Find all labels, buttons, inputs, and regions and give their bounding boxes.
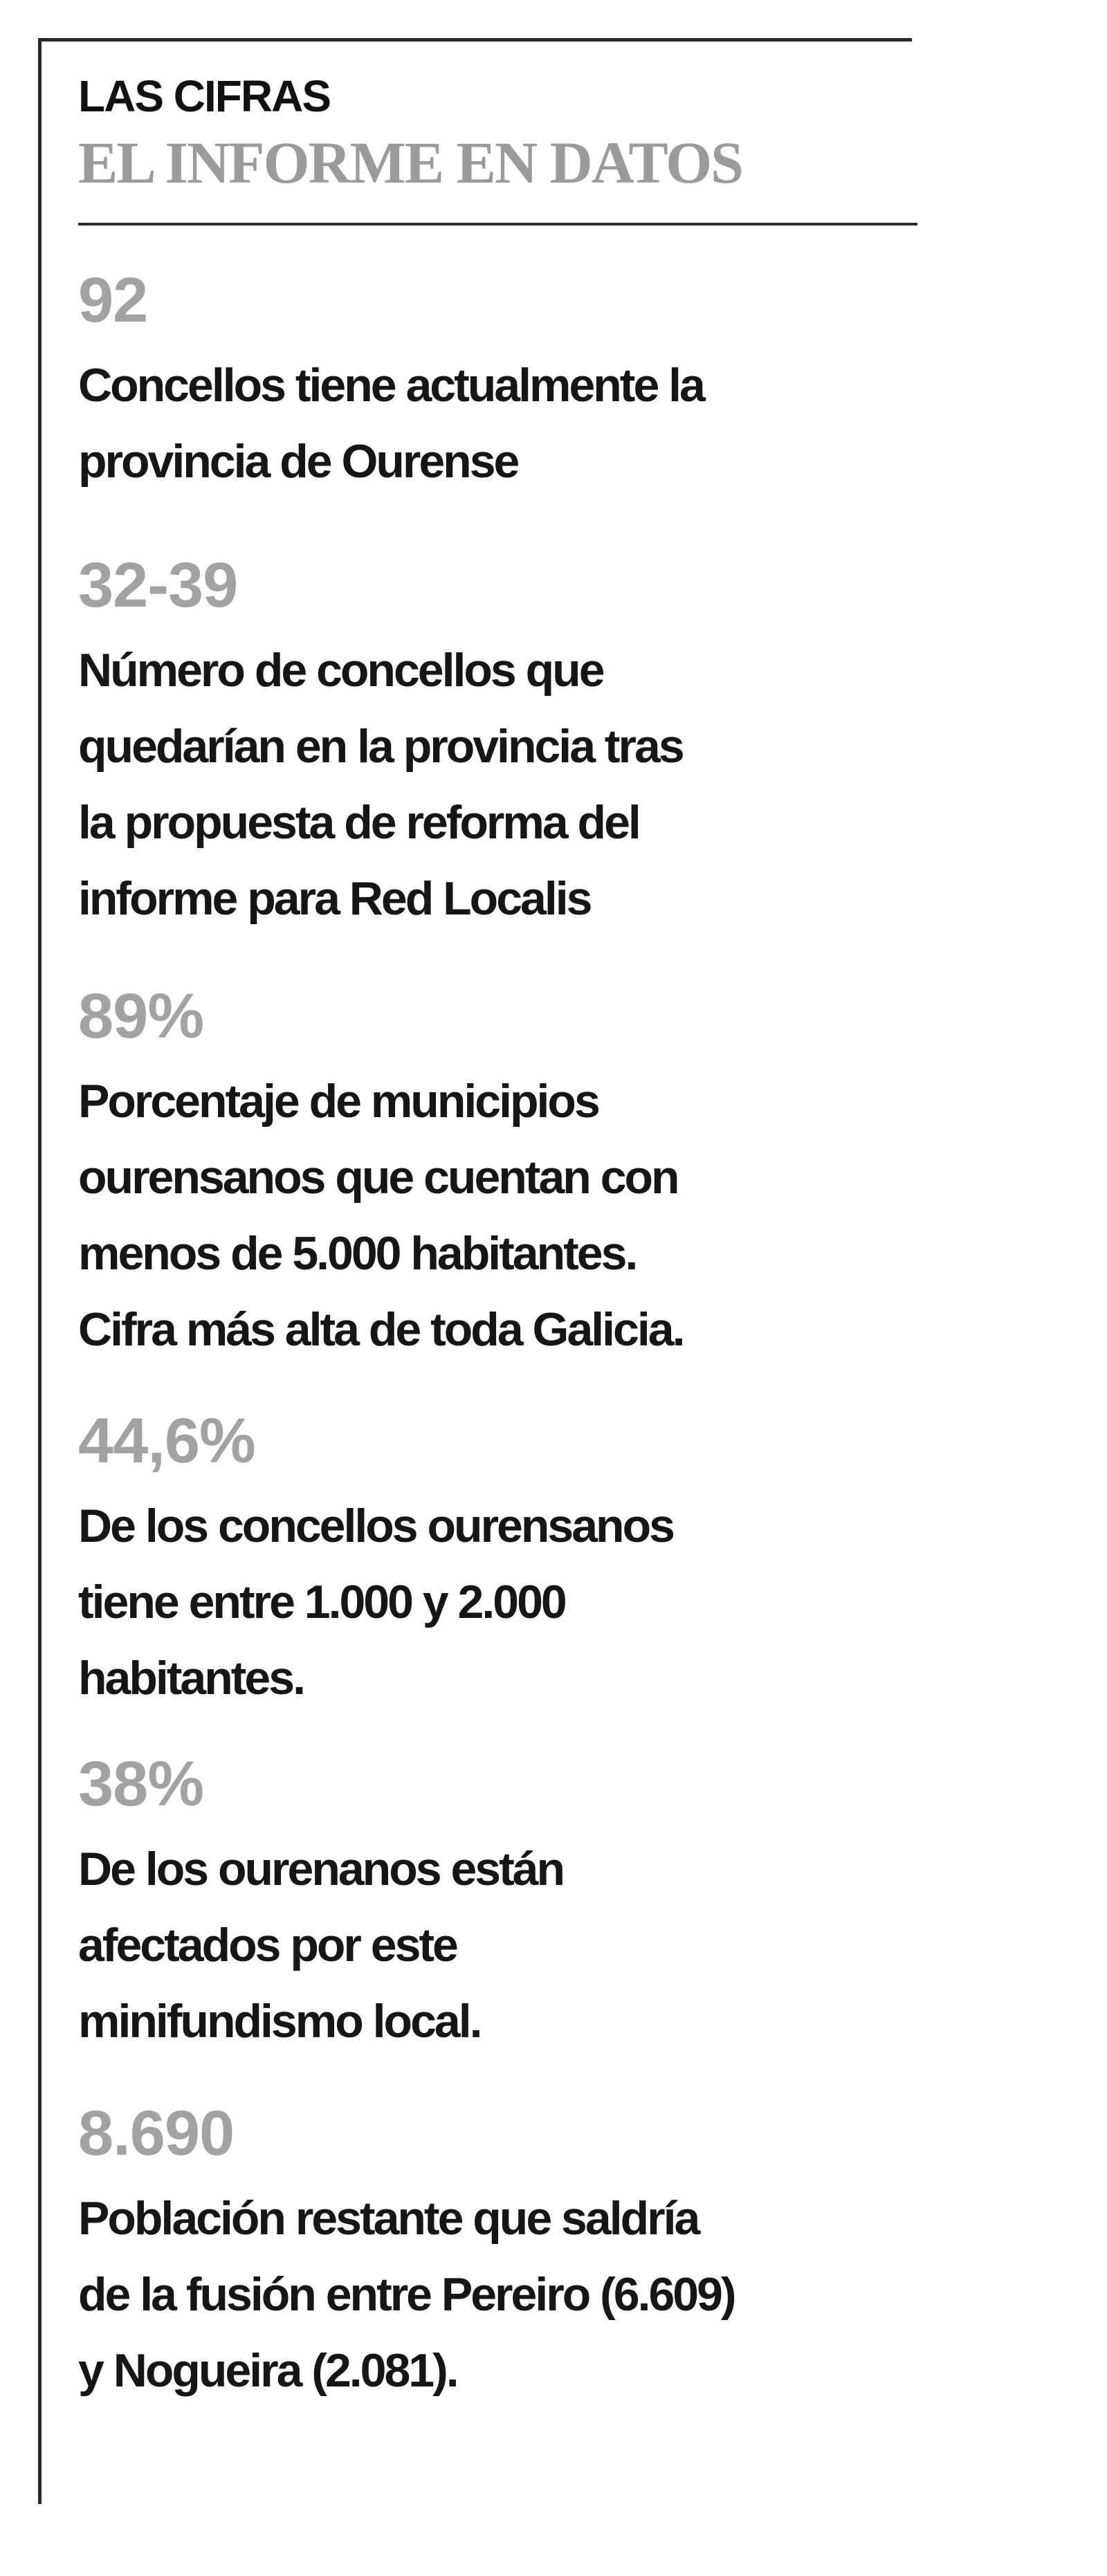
- stat-description-line: minifundismo local.: [78, 1995, 481, 2048]
- stat-item-population-range: [78, 1406, 926, 1716]
- stat-description-line: la propuesta de reforma del: [78, 796, 639, 849]
- stat-description-line: informe para Red Localis: [78, 872, 591, 925]
- stat-description-line: Porcentaje de municipios: [78, 1075, 598, 1128]
- stat-description-line: afectados por este: [78, 1919, 457, 1971]
- stat-description-line: Número de concellos que: [78, 644, 603, 697]
- stat-description-line: menos de 5.000 habitantes.: [78, 1227, 637, 1280]
- stat-value: 44,6%: [78, 1406, 255, 1476]
- stat-value: 38%: [78, 1749, 204, 1819]
- stat-value: 32-39: [78, 550, 238, 620]
- section-kicker: LAS CIFRAS: [78, 71, 330, 121]
- stat-description-line: provincia de Ourense: [78, 435, 518, 488]
- stat-item-small-municipalities: [78, 981, 926, 1368]
- stat-description-line: ourensanos que cuentan con: [78, 1151, 678, 1204]
- stat-description-line: de la fusión entre Pereiro (6.609): [78, 2268, 735, 2321]
- stat-item-concellos-total: [78, 265, 926, 499]
- stat-description-line: De los concellos ourensanos: [78, 1500, 673, 1552]
- stat-description-line: habitantes.: [78, 1652, 304, 1704]
- header-divider: [78, 223, 917, 226]
- stat-description-line: Población restante que saldría: [78, 2192, 699, 2245]
- stat-description: [78, 1063, 926, 1368]
- stat-description-line: quedarían en la provincia tras: [78, 720, 683, 773]
- top-rule: [42, 38, 912, 42]
- stat-value: 8.690: [78, 2098, 235, 2169]
- stat-description: [78, 1831, 926, 2059]
- stat-value: 89%: [78, 981, 204, 1051]
- stat-description: [78, 1488, 926, 1716]
- stat-description-line: tiene entre 1.000 y 2.000: [78, 1576, 565, 1628]
- stats-box: [38, 38, 908, 2504]
- stat-item-affected-share: [78, 1749, 926, 2059]
- stat-item-concellos-reform: [78, 550, 926, 937]
- stat-description: [78, 347, 926, 499]
- stat-description-line: Concellos tiene actualmente la: [78, 359, 704, 412]
- stat-description-line: De los ourenanos están: [78, 1843, 564, 1895]
- box-headline: EL INFORME EN DATOS: [78, 129, 742, 196]
- stat-description: [78, 2180, 926, 2409]
- stat-description-line: y Nogueira (2.081).: [78, 2344, 457, 2397]
- stat-item-merger-population: [78, 2098, 926, 2409]
- stat-description: [78, 632, 926, 937]
- stat-description-line: Cifra más alta de toda Galicia.: [78, 1303, 684, 1356]
- stat-value: 92: [78, 265, 148, 335]
